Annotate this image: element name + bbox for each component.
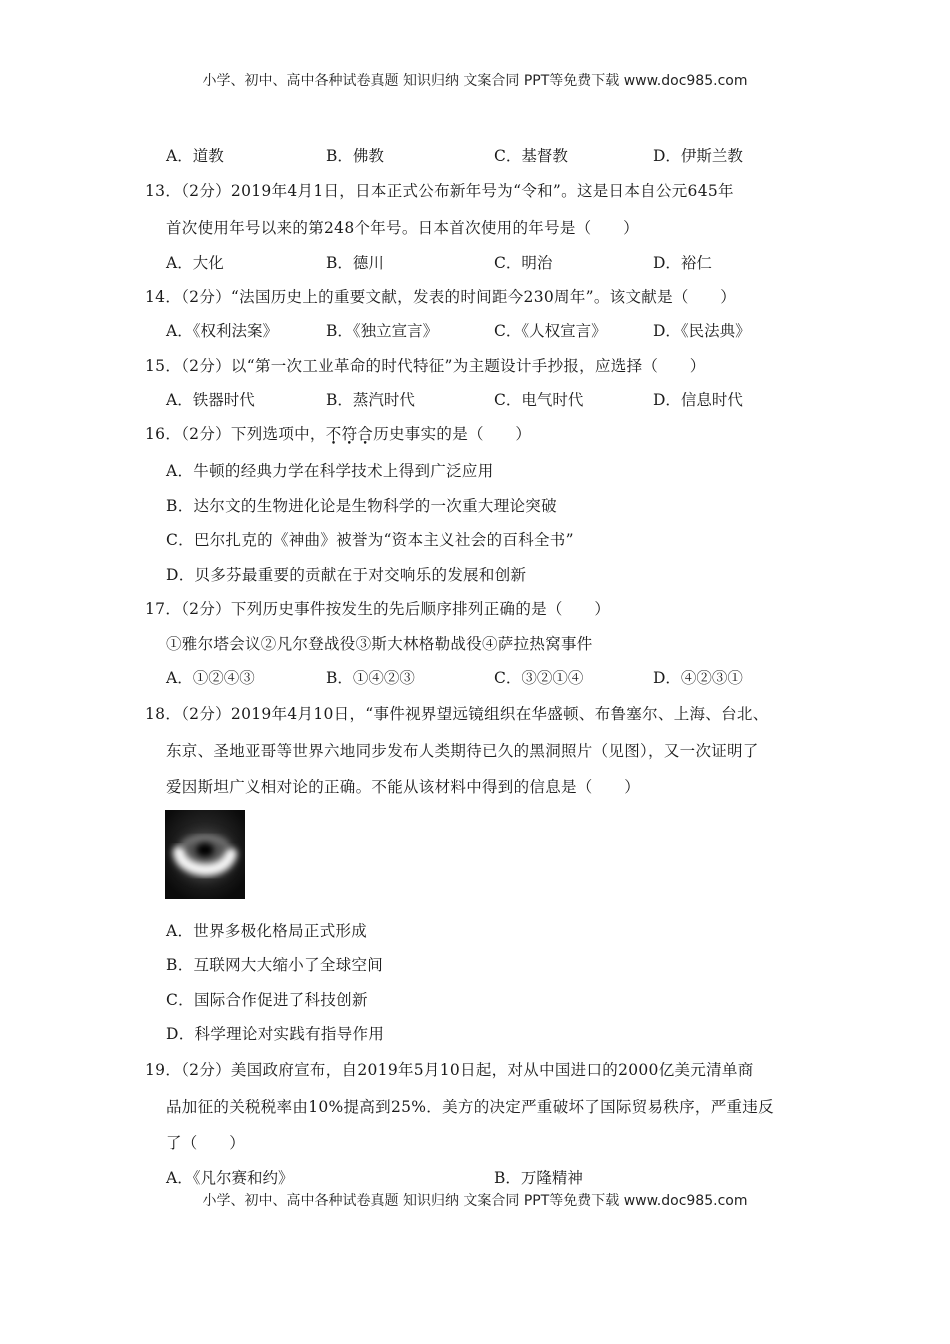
q12-option-a[interactable]: A．道教	[166, 147, 224, 165]
q13-stem-line1: 13．（2分）2019年4月1日，日本正式公布新年号为“令和”。这是日本自公元645年	[145, 182, 734, 200]
black-hole-ring-graphic	[165, 810, 245, 899]
page-footer: 小学、初中、高中各种试卷真题 知识归纳 文案合同 PPT等免费下载 www.doc985.com	[202, 1193, 748, 1209]
q18-stem-line2: 东京、圣地亚哥等世界六地同步发布人类期待已久的黑洞照片（见图），又一次证明了	[166, 742, 759, 760]
q16-option-a[interactable]: A．牛顿的经典力学在科学技术上得到广泛应用	[166, 462, 494, 480]
q12-option-c[interactable]: C．基督教	[494, 147, 568, 165]
page-header: 小学、初中、高中各种试卷真题 知识归纳 文案合同 PPT等免费下载 www.doc985.com	[202, 73, 748, 89]
q18-stem-line3: 爱因斯坦广义相对论的正确。不能从该材料中得到的信息是（ ）	[166, 778, 641, 796]
q18-option-c[interactable]: C．国际合作促进了科技创新	[166, 991, 368, 1009]
q16-emphasis-char-1: 不	[325, 425, 342, 443]
q18-option-b[interactable]: B．互联网大大缩小了全球空间	[166, 956, 384, 974]
q15-option-b[interactable]: B．蒸汽时代	[326, 391, 415, 409]
q13-option-c[interactable]: C．明治	[494, 254, 553, 272]
q15-option-c[interactable]: C．电气时代	[494, 391, 584, 409]
q12-options	[166, 146, 826, 166]
q18-stem-line1: 18．（2分）2019年4月10日，“事件视界望远镜组织在华盛顿、布鲁塞尔、上海、台北、	[145, 705, 769, 723]
q18-option-d[interactable]: D．科学理论对实践有指导作用	[166, 1025, 385, 1043]
q14-option-c[interactable]: C．《人权宣言》	[494, 322, 607, 340]
q19-stem-line2: 品加征的关税税率由10%提高到25%．美方的决定严重破坏了国际贸易秩序，严重违反	[166, 1098, 774, 1116]
q15-option-d[interactable]: D．信息时代	[653, 391, 743, 409]
q13-options	[166, 253, 826, 273]
q17-options	[166, 668, 826, 688]
q19-option-a[interactable]: A．《凡尔赛和约》	[166, 1169, 294, 1187]
q16-stem-prefix: 16．（2分）下列选项中，	[145, 425, 326, 443]
q19-options	[166, 1168, 826, 1188]
q16-emphasis-char-3: 合	[357, 425, 374, 443]
q16-option-d[interactable]: D．贝多芬最重要的贡献在于对交响乐的发展和创新	[166, 566, 527, 584]
q12-option-b[interactable]: B．佛教	[326, 147, 384, 165]
q16-stem-suffix: 历史事实的是（ ）	[373, 425, 532, 443]
q17-option-d[interactable]: D．④②③①	[653, 669, 743, 687]
q16-emphasis-char-2: 符	[341, 425, 358, 443]
q12-option-d[interactable]: D．伊斯兰教	[653, 147, 743, 165]
q15-stem: 15．（2分）以“第一次工业革命的时代特征”为主题设计手抄报，应选择（ ）	[145, 357, 706, 375]
q17-option-a[interactable]: A．①②④③	[166, 669, 255, 687]
q13-option-d[interactable]: D．裕仁	[653, 254, 712, 272]
q17-option-c[interactable]: C．③②①④	[494, 669, 584, 687]
q13-stem-line2: 首次使用年号以来的第248个年号。日本首次使用的年号是（ ）	[166, 219, 639, 237]
q16-stem	[145, 424, 531, 444]
q14-option-d[interactable]: D．《民法典》	[653, 322, 751, 340]
q15-option-a[interactable]: A．铁器时代	[166, 391, 255, 409]
q15-options	[166, 390, 826, 410]
q13-option-b[interactable]: B．德川	[326, 254, 384, 272]
q19-stem-line3: 了（ ）	[166, 1134, 246, 1152]
q17-option-b[interactable]: B．①④②③	[326, 669, 415, 687]
q17-events: ①雅尔塔会议②凡尔登战役③斯大林格勒战役④萨拉热窝事件	[166, 635, 593, 653]
q14-option-b[interactable]: B．《独立宣言》	[326, 322, 439, 340]
q17-stem: 17．（2分）下列历史事件按发生的先后顺序排列正确的是（ ）	[145, 600, 611, 618]
q14-options	[166, 321, 826, 341]
q14-stem: 14．（2分）“法国历史上的重要文献，发表的时间距今230周年”。该文献是（ ）	[145, 288, 737, 306]
black-hole-image	[165, 810, 245, 899]
q13-option-a[interactable]: A．大化	[166, 254, 224, 272]
q19-stem-line1: 19．（2分）美国政府宣布，自2019年5月10日起，对从中国进口的2000亿美元清单商	[145, 1061, 754, 1079]
q18-option-a[interactable]: A．世界多极化格局正式形成	[166, 922, 368, 940]
q16-option-c[interactable]: C．巴尔扎克的《神曲》被誉为“资本主义社会的百科全书”	[166, 531, 574, 549]
q16-option-b[interactable]: B．达尔文的生物进化论是生物科学的一次重大理论突破	[166, 497, 557, 515]
q19-option-b[interactable]: B．万隆精神	[494, 1169, 583, 1187]
q14-option-a[interactable]: A．《权利法案》	[166, 322, 278, 340]
